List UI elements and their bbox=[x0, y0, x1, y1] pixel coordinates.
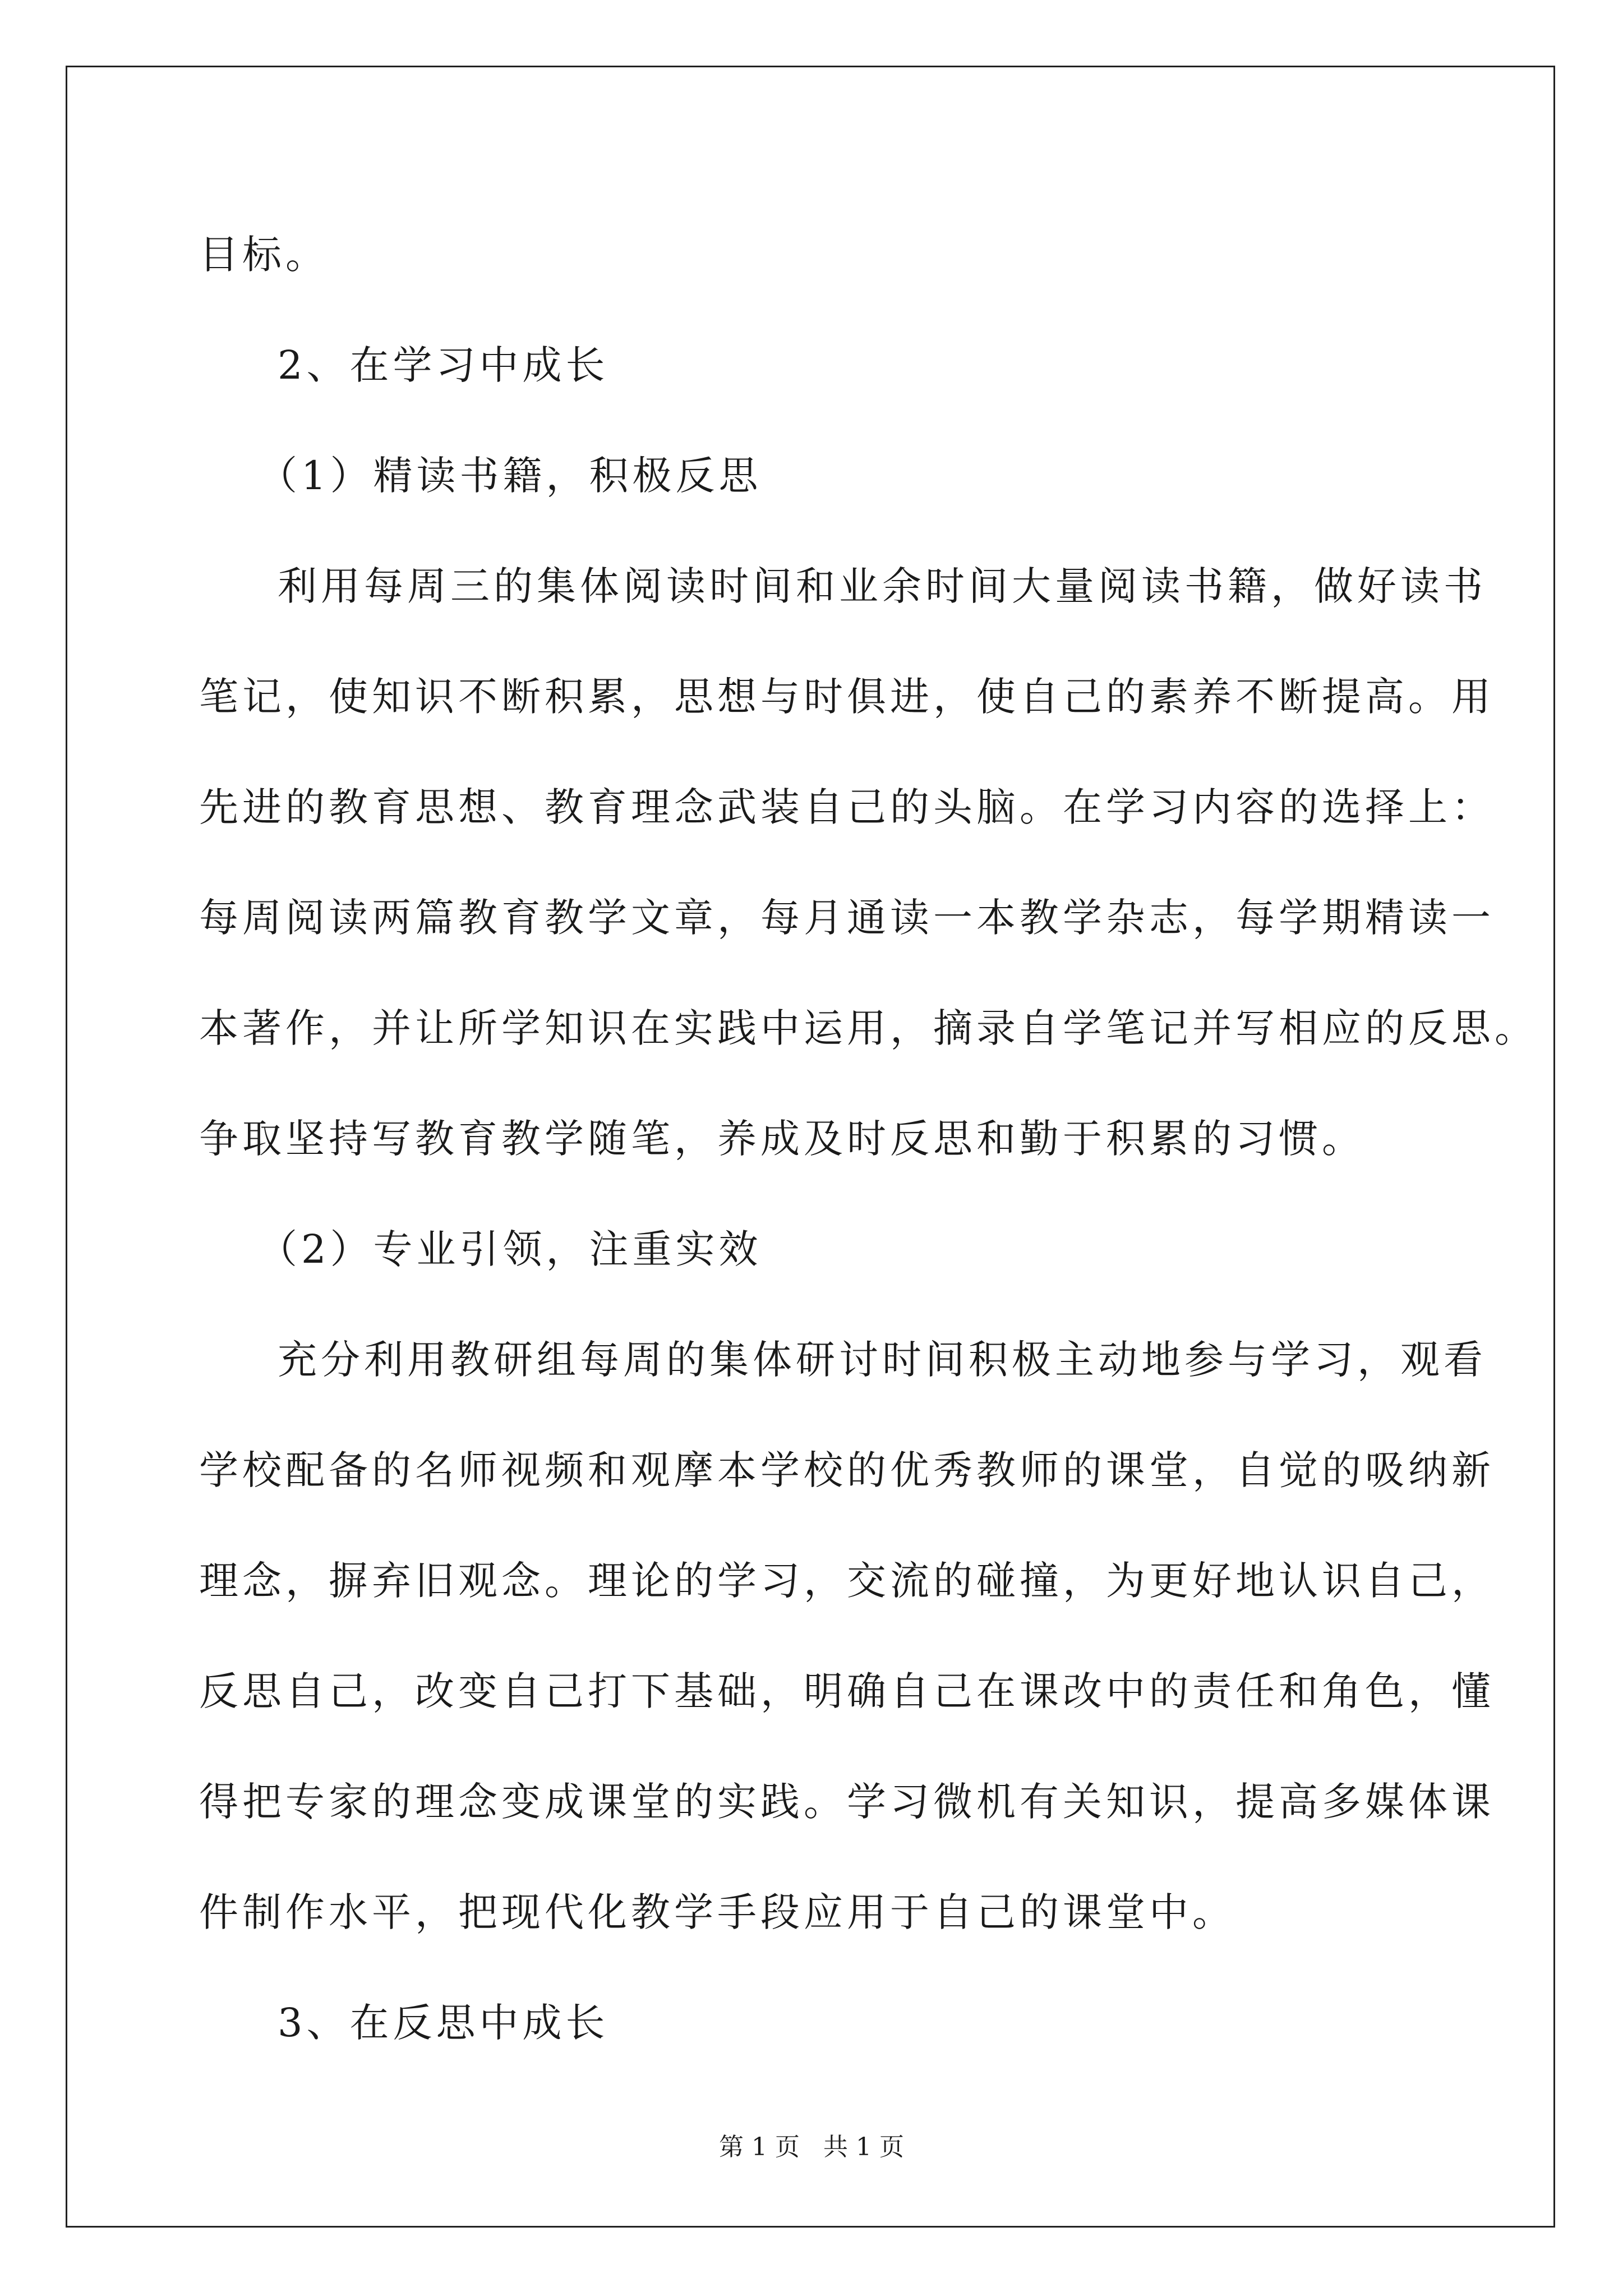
document-body bbox=[199, 200, 1538, 2078]
text-line: 本著作，并让所学知识在实践中运用，摘录自学笔记并写相应的反思。 bbox=[199, 1005, 1538, 1051]
page-number-label: 第 1 页 共 1 页 bbox=[719, 2133, 904, 2161]
page-footer bbox=[0, 2131, 1623, 2164]
text-line: 得把专家的理念变成课堂的实践。学习微机有关知识，提高多媒体课 bbox=[199, 1779, 1495, 1825]
subsection-heading: （1）精读书籍，积极反思 bbox=[258, 453, 762, 499]
text-line: 充分利用教研组每周的集体研讨时间积极主动地参与学习，观看 bbox=[278, 1337, 1487, 1383]
text-line: 目标。 bbox=[199, 232, 329, 278]
text-line: 笔记，使知识不断积累，思想与时俱进，使自己的素养不断提高。用 bbox=[199, 674, 1495, 720]
text-line: 学校配备的名师视频和观摩本学校的优秀教师的课堂，自觉的吸纳新 bbox=[199, 1447, 1495, 1493]
text-line: 先进的教育思想、教育理念武装自己的头脑。在学习内容的选择上： bbox=[199, 784, 1495, 830]
section-heading: 2、在学习中成长 bbox=[278, 342, 609, 388]
section-heading: 3、在反思中成长 bbox=[278, 2000, 609, 2046]
text-line: 争取坚持写教育教学随笔，养成及时反思和勤于积累的习惯。 bbox=[199, 1116, 1365, 1162]
text-line: 件制作水平，把现代化教学手段应用于自己的课堂中。 bbox=[199, 1889, 1235, 1935]
text-line: 利用每周三的集体阅读时间和业余时间大量阅读书籍，做好读书 bbox=[278, 563, 1487, 609]
text-line: 反思自己，改变自己打下基础，明确自己在课改中的责任和角色，懂 bbox=[199, 1668, 1495, 1714]
subsection-heading: （2）专业引领，注重实效 bbox=[258, 1226, 762, 1272]
text-line: 理念，摒弃旧观念。理论的学习，交流的碰撞，为更好地认识自己， bbox=[199, 1558, 1495, 1604]
text-line: 每周阅读两篇教育教学文章，每月通读一本教学杂志，每学期精读一 bbox=[199, 895, 1495, 941]
